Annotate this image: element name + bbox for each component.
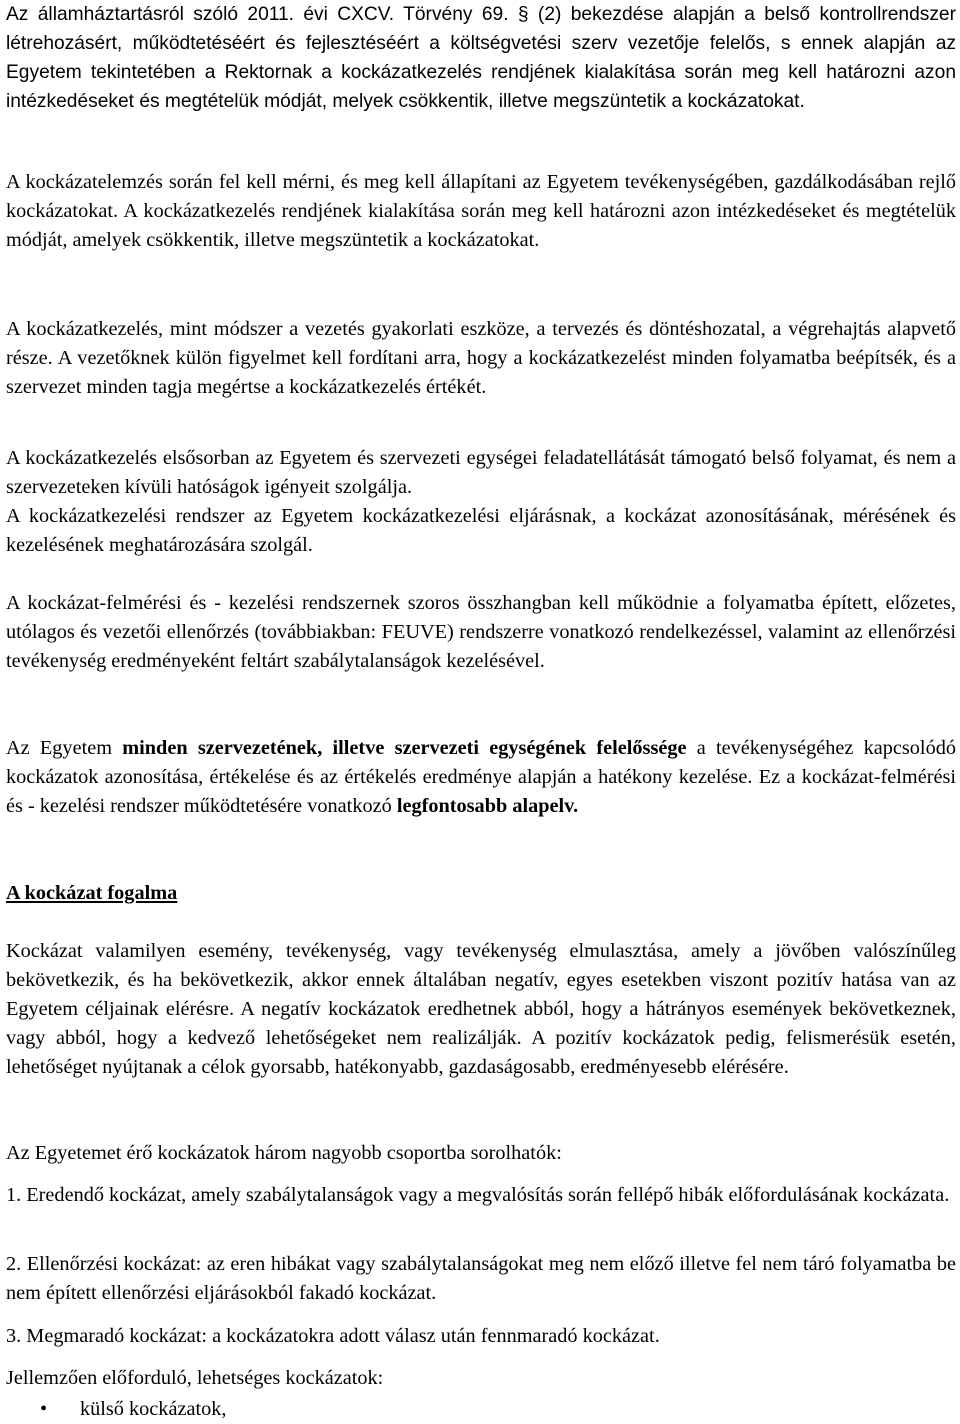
list-item-text: 2. Ellenőrzési kockázat: az eren hibákat vagy szabálytalanságokat meg nem előző illetve fel nem táró folyamatba be nem épített ellenőrzési eljárásokból fakadó kockázat. xyxy=(6,1253,956,1304)
paragraph-text: Az államháztartásról szóló 2011. évi CXCV. Törvény 69. § (2) bekezdése alapján a belső kontrollrendszer létrehozásért, működtetéséért és fejlesztéséért a költségvetési szerv vezetője felelős, s ennek alapján az Egyetem tekintetében a Rektornak a kockázatkezelés rendjének kialakítása során meg kell határozni azon intézkedéseket és megtételük módját, melyek csökkentik, illetve megszüntetik a kockázatokat. xyxy=(6,4,956,112)
paragraph-feuve xyxy=(6,589,956,676)
list-item-text: 1. Eredendő kockázat, amely szabálytalanságok vagy a megvalósítás során fellépő hibák előfordulásának kockázata. xyxy=(6,1184,950,1206)
list-item-group-2 xyxy=(6,1250,956,1308)
paragraph-internal-process xyxy=(6,444,956,502)
paragraph-groups-intro xyxy=(6,1139,956,1168)
paragraph-definition xyxy=(6,937,956,1082)
principle-emphasis: minden szervezetének, illetve szervezeti egységének felelőssége xyxy=(122,737,687,759)
principle-emphasis: legfontosabb alapelv. xyxy=(396,795,579,817)
principle-text: a tevékenységéhez kapcsolódó kockázatok azonosítása, értékelése és az értékelés eredménye alapján a hatékony kezelése. Ez a kockázat-felmérési és - kezelési rendszer működtetésére vonatkozó xyxy=(6,737,956,817)
bullet-item: külső kockázatok, xyxy=(80,1398,227,1420)
paragraph-risk-management-method xyxy=(6,315,956,402)
list-item-group-3 xyxy=(6,1322,956,1351)
paragraph-text: Kockázat valamilyen esemény, tevékenység, vagy tevékenység elmulasztása, amely a jövőben valószínűleg bekövetkezik, és ha bekövetkezik, akkor ennek általában negatív, egyes esetekben viszont pozitív hatása van az Egyetem céljainak elérésre. A negatív kockázatok eredhetnek abból, hogy a hátrányos események bekövetkeznek, vagy abból, hogy a kedvező lehetőségeket nem realizálják. A pozitív kockázatok pedig, felismerésük esetén, lehetőséget nyújtanak a célok gyorsabb, hatékonyabb, gazdaságosabb, eredményesebb elérésére. xyxy=(6,940,956,1078)
paragraph-text: A vezetőknek külön figyelmet kell fordítani arra, hogy a kockázatkezelést minden folyamatba beépítsék, és a szervezet minden tagja megértse a kockázatkezelés értékét. xyxy=(6,347,957,398)
paragraph-principle xyxy=(6,734,956,821)
paragraph-text: Az Egyetemet érő kockázatok három nagyobb csoportba sorolhatók: xyxy=(6,1142,562,1164)
paragraph-text: Jellemzően előforduló, lehetséges kockázatok: xyxy=(6,1367,384,1389)
paragraph-text: A kockázatkezelési rendszer az Egyetem kockázatkezelési eljárásnak, a kockázat azonosításának, mérésének és kezelésének meghatározására szolgál. xyxy=(6,505,956,556)
paragraph-text: A kockázatkezelés rendjének kialakítása során meg kell határozni azon intézkedéseket és megtételük módját, amelyek csökkentik, illetve megszüntetik a kockázatokat. xyxy=(6,200,956,251)
paragraph-text: A kockázatkezelés elsősorban az Egyetem és szervezeti egységei feladatellátását támogató belső folyamat, és nem a szervezeteken kívüli hatóságok igényeit szolgálja. xyxy=(6,447,956,498)
list-item-group-1 xyxy=(6,1181,956,1210)
paragraph-risk-system xyxy=(6,502,956,560)
paragraph-legal-basis xyxy=(6,0,956,116)
list-item-text: 3. Megmaradó kockázat: a kockázatokra adott válasz után fennmaradó kockázat. xyxy=(6,1325,660,1347)
bullet-icon: • xyxy=(40,1398,48,1420)
paragraph-text: A kockázat-felmérési és - kezelési rendszernek szoros összhangban kell működnie a folyamatba épített, előzetes, utólagos és vezetői ellenőrzés (továbbiakban: FEUVE) rendszerre vonatkozó rendelkezéssel, valamint az ellenőrzési tevékenység eredményeként feltárt szabálytalanságok kezelésével. xyxy=(6,592,956,672)
paragraph-text: A kockázatelemzés során fel kell mérni, és meg kell állapítani az Egyetem tevékenységében, gazdálkodásában rejlő kockázatokat. xyxy=(6,171,956,222)
paragraph-risk-assessment xyxy=(6,168,956,255)
section-heading-text: A kockázat fogalma xyxy=(6,882,178,904)
section-heading xyxy=(6,879,956,908)
paragraph-text: A kockázatkezelés, mint módszer a vezetés gyakorlati eszköze, a tervezés és döntéshozatal, a végrehajtás alapvető része. xyxy=(6,318,956,369)
paragraph-possible-intro xyxy=(6,1364,956,1393)
document-page xyxy=(6,0,956,1424)
principle-text: Az Egyetem xyxy=(6,737,123,759)
